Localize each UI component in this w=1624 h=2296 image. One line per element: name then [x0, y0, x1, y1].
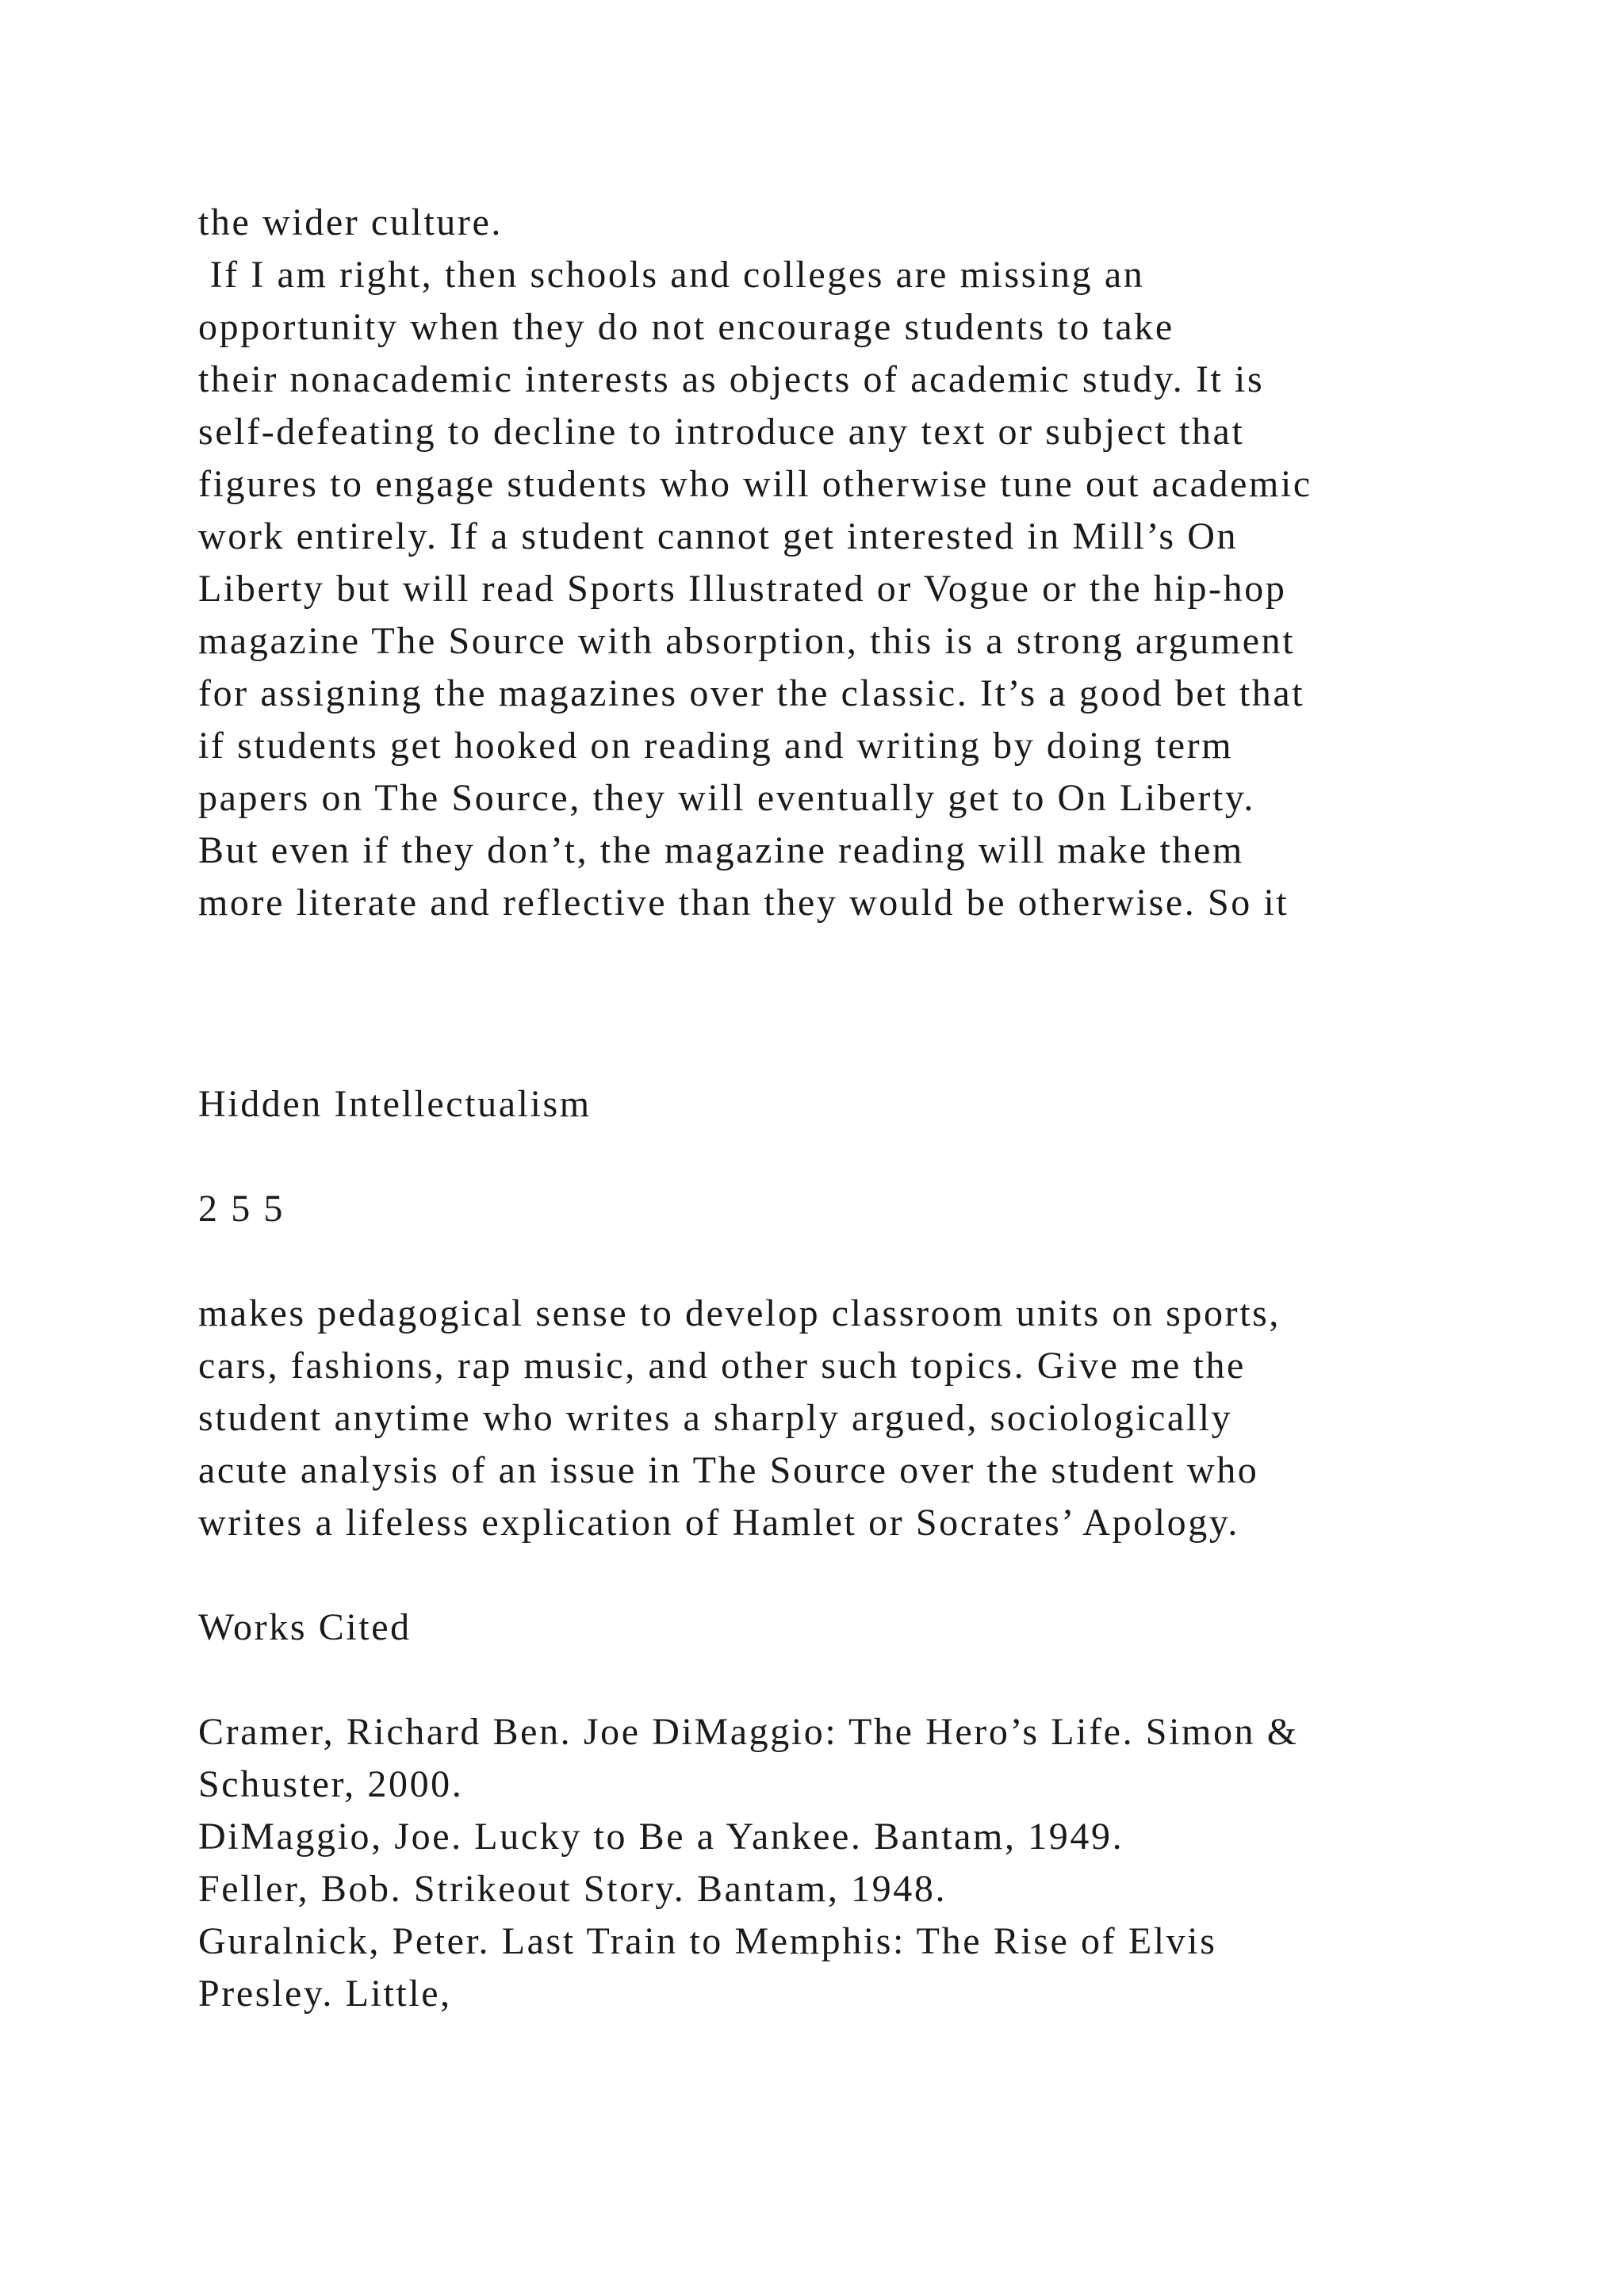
text-line: student anytime who writes a sharply argued, sociologically: [198, 1397, 1233, 1439]
running-header: [198, 1078, 1507, 1131]
text-line: if students get hooked on reading and writing by doing term: [198, 725, 1234, 767]
text-line: the wider culture.: [198, 201, 503, 243]
text-line: If I am right, then schools and colleges are missing an: [198, 254, 1145, 296]
text-line: figures to engage students who will otherwise tune out academic: [198, 463, 1312, 505]
text-line: opportunity when they do not encourage students to take: [198, 306, 1174, 348]
body-paragraph-middle: [198, 1288, 1507, 1549]
works-cited-heading-text: Works Cited: [198, 1606, 412, 1648]
text-line: acute analysis of an issue in The Source over the student who: [198, 1449, 1259, 1491]
text-line: their nonacademic interests as objects of academic study. It is: [198, 358, 1265, 400]
body-paragraph-top: [198, 197, 1507, 929]
citation-line: Cramer, Richard Ben. Joe DiMaggio: The Hero’s Life. Simon &: [198, 1711, 1299, 1753]
page-number-text: 2 5 5: [198, 1188, 285, 1230]
text-line: makes pedagogical sense to develop classroom units on sports,: [198, 1292, 1281, 1334]
text-line: work entirely. If a student cannot get interested in Mill’s On: [198, 515, 1239, 557]
text-line: writes a lifeless explication of Hamlet or Socrates’ Apology.: [198, 1502, 1239, 1544]
citation-line: DiMaggio, Joe. Lucky to Be a Yankee. Bantam, 1949.: [198, 1816, 1124, 1858]
text-line: for assigning the magazines over the classic. It’s a good bet that: [198, 672, 1305, 714]
works-cited-heading: [198, 1601, 1507, 1654]
text-line: self-defeating to decline to introduce any text or subject that: [198, 411, 1245, 453]
citation-line: Presley. Little,: [198, 1973, 452, 2015]
text-line: But even if they don’t, the magazine reading will make them: [198, 829, 1244, 871]
text-line: papers on The Source, they will eventually get to On Liberty.: [198, 777, 1255, 819]
text-line: magazine The Source with absorption, this is a strong argument: [198, 620, 1296, 662]
text-line: Liberty but will read Sports Illustrated or Vogue or the hip-hop: [198, 568, 1287, 610]
citation-line: Schuster, 2000.: [198, 1763, 464, 1805]
text-line: more literate and reflective than they would be otherwise. So it: [198, 882, 1289, 924]
works-cited-list: [198, 1706, 1507, 2020]
running-header-text: Hidden Intellectualism: [198, 1083, 592, 1125]
page-number: [198, 1183, 1507, 1235]
citation-line: Guralnick, Peter. Last Train to Memphis: The Rise of Elvis: [198, 1920, 1217, 1962]
citation-line: Feller, Bob. Strikeout Story. Bantam, 1948.: [198, 1868, 948, 1910]
text-line: cars, fashions, rap music, and other such topics. Give me the: [198, 1345, 1246, 1387]
